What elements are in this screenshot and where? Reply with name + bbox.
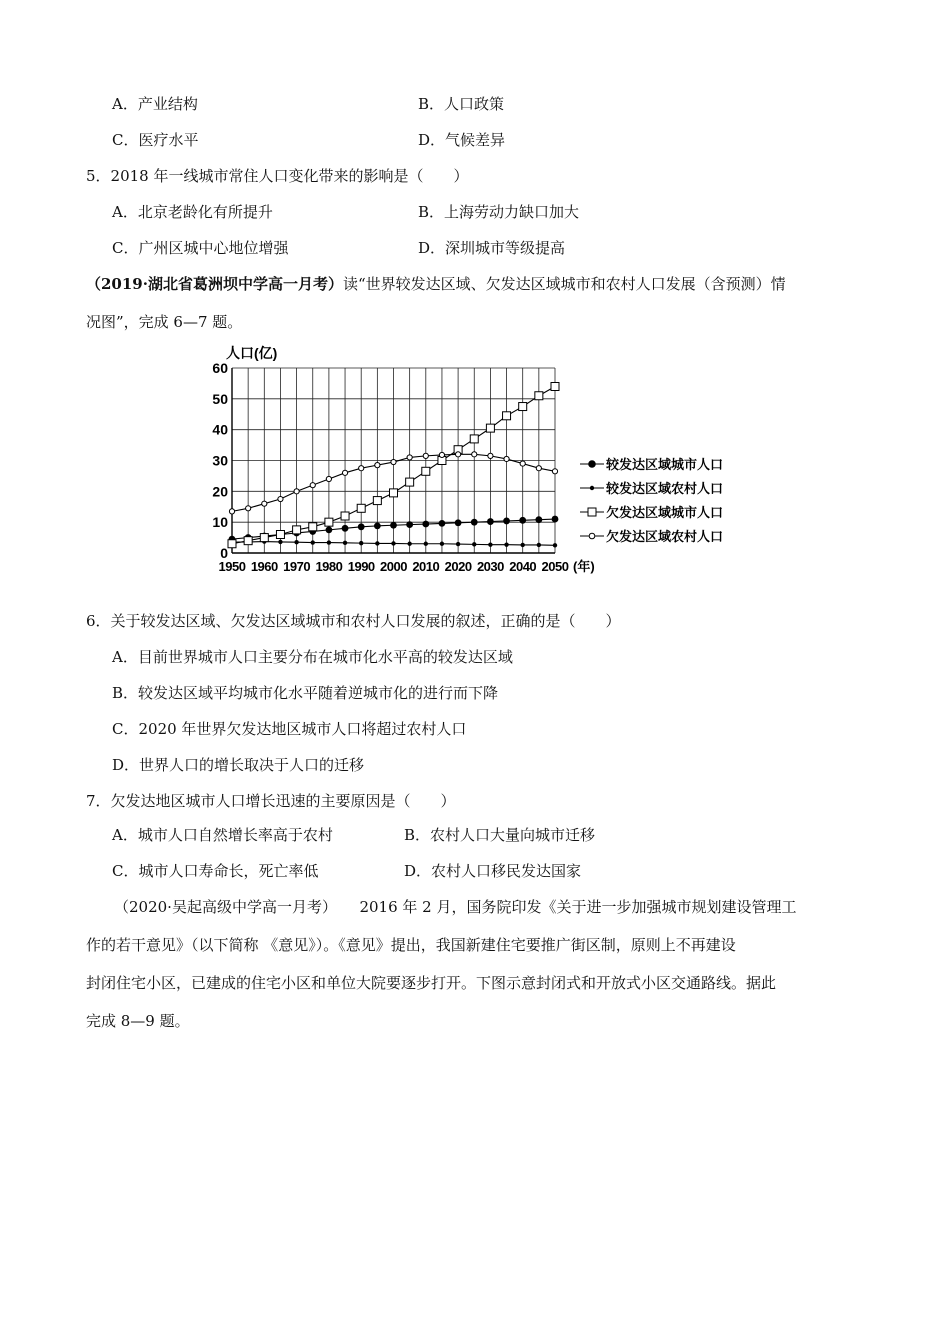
y-axis-label: 人口(亿)	[226, 345, 278, 361]
data-point	[456, 452, 461, 457]
data-point	[375, 541, 379, 545]
data-point	[422, 521, 429, 528]
intro1-line1	[86, 274, 786, 294]
data-point	[407, 542, 411, 546]
data-point	[519, 517, 526, 524]
legend-label: 欠发达区域农村人口	[606, 529, 724, 544]
data-point	[278, 540, 282, 544]
legend-label: 较发达区域城市人口	[606, 457, 724, 472]
data-point	[228, 540, 236, 548]
data-point	[487, 518, 494, 525]
data-point	[406, 478, 414, 486]
data-point	[325, 518, 333, 526]
data-point	[357, 504, 365, 512]
q6-option-c: C．2020 年世界欠发达地区城市人口将超过农村人口	[112, 720, 467, 738]
data-point	[407, 455, 412, 460]
data-point	[294, 489, 299, 494]
q6-option-b: B．较发达区域平均城市化水平随着逆城市化的进行而下降	[112, 684, 499, 702]
data-point	[293, 526, 301, 534]
data-point	[341, 512, 349, 520]
data-point	[424, 542, 428, 546]
q7-stem: 7．欠发达地区城市人口增长迅速的主要原因是（ ）	[86, 792, 456, 810]
q5-option-c: C．广州区城中心地位增强	[112, 239, 289, 257]
x-tick-label: 1990	[347, 559, 375, 574]
data-point	[391, 459, 396, 464]
data-point	[373, 497, 381, 505]
data-point	[521, 543, 525, 547]
data-point	[535, 516, 542, 523]
data-point	[375, 463, 380, 468]
data-point	[327, 540, 331, 544]
data-point	[503, 518, 510, 525]
x-tick-label: 1970	[283, 559, 311, 574]
q4-option-c: C．医疗水平	[112, 131, 199, 149]
data-point	[488, 542, 492, 546]
q7-option-d: D．农村人口移民发达国家	[404, 862, 582, 880]
data-point	[440, 542, 444, 546]
data-point	[472, 542, 476, 546]
q6-stem: 6．关于较发达区域、欠发达区域城市和农村人口发展的叙述，正确的是（ ）	[86, 612, 621, 630]
data-point	[229, 509, 234, 514]
x-tick-label: 2000	[380, 559, 407, 574]
legend-label: 较发达区域农村人口	[606, 481, 724, 496]
data-point	[326, 526, 333, 533]
q6-option-d: D．世界人口的增长取决于人口的迁移	[112, 756, 365, 774]
q4-option-b: B．人口政策	[418, 95, 505, 113]
data-point	[472, 452, 477, 457]
q5-option-d: D．深圳城市等级提高	[418, 239, 566, 257]
legend-marker	[588, 460, 596, 468]
q7-option-c: C．城市人口寿命长，死亡率低	[112, 862, 319, 880]
x-tick-label: 2050	[541, 559, 569, 574]
data-point	[359, 541, 363, 545]
x-tick-label: 2010	[412, 559, 440, 574]
data-point	[260, 534, 268, 542]
q6-option-a: A．目前世界城市人口主要分布在城市化水平高的较发达区域	[112, 648, 513, 666]
data-point	[326, 476, 331, 481]
legend-marker	[589, 533, 595, 539]
data-point	[311, 540, 315, 544]
population-chart	[212, 340, 752, 580]
q7-option-a: A．城市人口自然增长率高于农村	[112, 826, 333, 844]
intro1-text: 读“世界较发达区域、欠发达区域城市和农村人口发展（含预测）情	[342, 275, 786, 293]
data-point	[552, 516, 559, 523]
q5-stem: 5．2018 年一线城市常住人口变化带来的影响是（ ）	[86, 167, 469, 185]
data-point	[439, 520, 446, 527]
data-point	[488, 453, 493, 458]
data-point	[374, 522, 381, 529]
x-tick-label: 1980	[315, 559, 343, 574]
x-axis-label: (年)	[573, 559, 595, 574]
legend-marker	[588, 508, 596, 516]
intro2-line1: （2020·吴起高级中学高一月考） 2016 年 2 月，国务院印发《关于进一步加强城市规划建设管理工	[114, 898, 797, 916]
data-point	[535, 392, 543, 400]
data-point	[423, 453, 428, 458]
data-point	[439, 452, 444, 457]
x-tick-label: 2020	[444, 559, 472, 574]
data-point	[390, 522, 397, 529]
data-point	[504, 456, 509, 461]
data-point	[342, 525, 349, 532]
data-point	[244, 537, 252, 545]
data-point	[406, 521, 413, 528]
data-point	[276, 531, 284, 539]
data-point	[343, 541, 347, 545]
y-tick-label: 50	[212, 390, 228, 407]
y-tick-label: 30	[212, 452, 228, 469]
data-point	[503, 412, 511, 420]
data-point	[486, 424, 494, 432]
y-tick-label: 20	[212, 483, 228, 500]
data-point	[359, 466, 364, 471]
q7-option-b: B．农村人口大量向城市迁移	[404, 826, 596, 844]
x-tick-label: 2030	[476, 559, 504, 574]
data-point	[246, 506, 251, 511]
data-point	[294, 540, 298, 544]
intro2-line3: 封闭住宅小区，已建成的住宅小区和单位大院要逐步打开。下图示意封闭式和开放式小区交通路线。据此	[86, 974, 777, 992]
intro1-line2: 况图”，完成 6—7 题。	[86, 313, 243, 331]
data-point	[358, 523, 365, 530]
data-point	[310, 483, 315, 488]
y-tick-label: 40	[212, 421, 228, 438]
y-tick-label: 10	[212, 514, 228, 531]
y-tick-label: 0	[220, 545, 228, 561]
q5-option-a: A．北京老龄化有所提升	[112, 203, 273, 221]
data-point	[552, 469, 557, 474]
data-point	[471, 519, 478, 526]
x-tick-label: 1950	[218, 559, 246, 574]
data-point	[519, 403, 527, 411]
intro1-source: （2019·湖北省葛洲坝中学高一月考）	[86, 275, 343, 293]
data-point	[456, 542, 460, 546]
data-point	[470, 435, 478, 443]
data-point	[422, 467, 430, 475]
legend-marker	[590, 486, 594, 490]
data-point	[553, 543, 557, 547]
data-point	[262, 501, 267, 506]
data-point	[391, 541, 395, 545]
intro2-line4: 完成 8—9 题。	[86, 1012, 190, 1030]
x-tick-label: 2040	[509, 559, 537, 574]
q5-option-b: B．上海劳动力缺口加大	[418, 203, 580, 221]
data-point	[551, 383, 559, 391]
data-point	[504, 542, 508, 546]
legend-label: 欠发达区域城市人口	[606, 505, 724, 520]
data-point	[520, 461, 525, 466]
q4-option-a: A．产业结构	[112, 95, 198, 113]
data-point	[342, 470, 347, 475]
data-point	[278, 496, 283, 501]
data-point	[455, 519, 462, 526]
data-point	[390, 489, 398, 497]
intro2-line2: 作的若干意见》（以下简称 《意见》）。《意见》提出，我国新建住宅要推广街区制，原则上不再建设	[86, 936, 736, 954]
x-tick-label: 1960	[250, 559, 278, 574]
data-point	[537, 543, 541, 547]
data-point	[536, 466, 541, 471]
q4-option-d: D．气候差异	[418, 131, 506, 149]
data-point	[309, 523, 317, 531]
y-tick-label: 60	[212, 360, 228, 376]
